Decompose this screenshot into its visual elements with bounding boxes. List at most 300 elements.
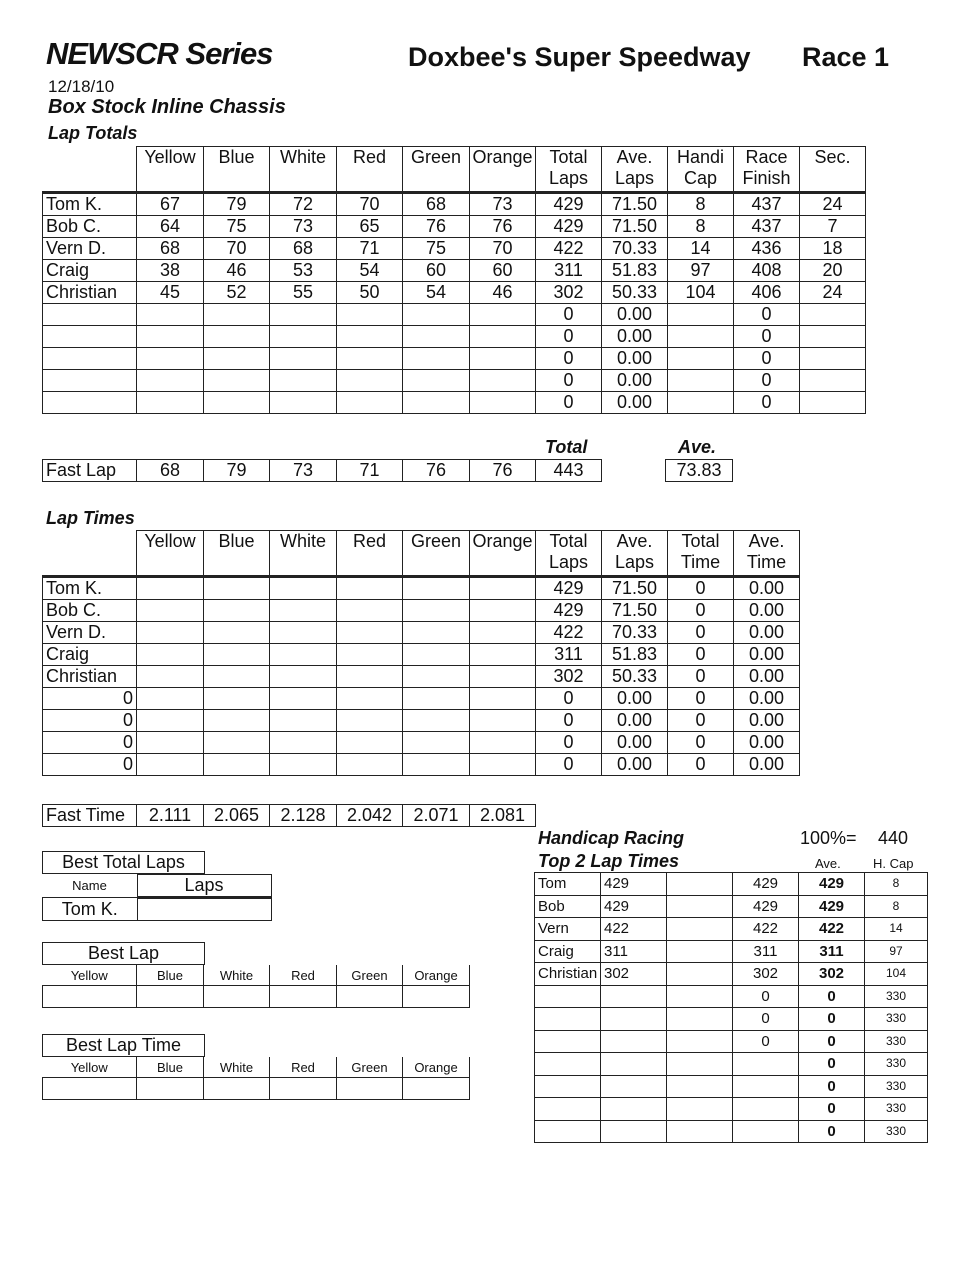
race-date: 12/18/10 <box>48 77 115 96</box>
lap-totals-cell <box>137 392 204 414</box>
handicap-hcap-cell: 104 <box>865 963 928 986</box>
lap-totals-table <box>42 146 866 414</box>
lap-times-cell: 0 <box>536 732 602 754</box>
lap-totals-cell <box>204 370 270 392</box>
lap-totals-cell: 54 <box>403 282 470 304</box>
lap-totals-cell: 68 <box>137 238 204 260</box>
lap-totals-cell: 429 <box>536 216 602 238</box>
handicap-lap2-cell <box>667 895 733 918</box>
track-name: Doxbee's Super Speedway <box>408 42 751 72</box>
lap-times-row <box>43 600 800 622</box>
lap-totals-cell <box>337 370 403 392</box>
best-lap-title: Best Lap <box>43 943 205 965</box>
lap-totals-header-cell: White <box>270 147 337 193</box>
lap-times-cell <box>470 622 536 644</box>
lap-totals-cell: 52 <box>204 282 270 304</box>
best-lap-time-value-cell <box>270 1078 337 1100</box>
lap-times-cell <box>270 754 337 776</box>
lap-totals-cell: 75 <box>204 216 270 238</box>
handicap-ave-cell: 0 <box>799 1098 865 1121</box>
handicap-ave-cell: 422 <box>799 918 865 941</box>
best-total-laps-title-box <box>42 851 205 874</box>
handicap-ave-cell: 302 <box>799 963 865 986</box>
handicap-lap1-cell <box>601 1030 667 1053</box>
handicap-hcap-label: H. Cap <box>873 856 914 871</box>
lap-times-row <box>43 710 800 732</box>
handicap-total-cell: 302 <box>733 963 799 986</box>
handicap-table <box>534 872 928 1143</box>
lap-times-cell: 0.00 <box>734 688 800 710</box>
lap-times-cell: 0 <box>668 754 734 776</box>
lap-times-cell: 0 <box>536 754 602 776</box>
lap-times-row <box>43 732 800 754</box>
fast-time-cell: 2.111 <box>137 805 204 827</box>
lap-totals-cell: 429 <box>536 193 602 216</box>
lap-times-name-cell: Christian <box>43 666 137 688</box>
lap-times-cell: 0 <box>668 688 734 710</box>
lap-times-cell <box>403 600 470 622</box>
lap-times-cell <box>337 754 403 776</box>
best-total-laps-name: Tom K. <box>43 898 138 921</box>
handicap-row <box>535 940 928 963</box>
lap-times-cell: 51.83 <box>602 644 668 666</box>
lap-totals-cell: 0 <box>536 370 602 392</box>
lap-totals-cell: 70.33 <box>602 238 668 260</box>
lap-totals-cell: 437 <box>734 216 800 238</box>
lap-times-row <box>43 577 800 600</box>
handicap-lap2-cell <box>667 918 733 941</box>
handicap-name-cell: Bob <box>535 895 601 918</box>
lap-times-cell <box>137 600 204 622</box>
lap-times-cell <box>137 754 204 776</box>
best-lap-table <box>42 965 470 1008</box>
handicap-ave-cell: 0 <box>799 985 865 1008</box>
lap-totals-cell: 406 <box>734 282 800 304</box>
lap-totals-header-cell: Total Laps <box>536 147 602 193</box>
lap-times-cell <box>137 622 204 644</box>
lap-totals-row <box>43 238 866 260</box>
lap-totals-row <box>43 304 866 326</box>
lap-totals-cell <box>800 348 866 370</box>
lap-totals-cell: 14 <box>668 238 734 260</box>
lap-totals-cell <box>668 370 734 392</box>
lap-totals-cell <box>470 304 536 326</box>
lap-totals-cell: 54 <box>337 260 403 282</box>
handicap-total-cell: 311 <box>733 940 799 963</box>
lap-times-row <box>43 622 800 644</box>
lap-times-cell: 0 <box>668 622 734 644</box>
handicap-total-cell: 429 <box>733 895 799 918</box>
handicap-subtitle: Top 2 Lap Times <box>538 851 680 871</box>
lap-totals-cell: 73 <box>270 216 337 238</box>
lap-totals-cell <box>204 304 270 326</box>
lap-totals-cell: 408 <box>734 260 800 282</box>
lap-totals-cell: 0 <box>536 304 602 326</box>
lap-totals-cell: 0 <box>536 392 602 414</box>
lap-times-cell <box>337 666 403 688</box>
handicap-total-cell: 0 <box>733 1008 799 1031</box>
lap-times-cell <box>470 666 536 688</box>
lap-totals-cell: 60 <box>403 260 470 282</box>
lap-times-cell <box>204 710 270 732</box>
handicap-ave-cell: 0 <box>799 1120 865 1143</box>
handicap-row <box>535 1008 928 1031</box>
best-lap-value-cell <box>204 986 270 1008</box>
fast-time-label: Fast Time <box>43 805 137 827</box>
lap-totals-cell: 64 <box>137 216 204 238</box>
handicap-name-cell <box>535 1098 601 1121</box>
handicap-name-cell: Vern <box>535 918 601 941</box>
handicap-lap2-cell <box>667 1030 733 1053</box>
best-lap-time-color-label: White <box>204 1057 270 1078</box>
best-lap-color-label: Green <box>337 965 403 986</box>
lap-times-cell <box>204 622 270 644</box>
best-lap-value-cell <box>337 986 403 1008</box>
handicap-lap1-cell <box>601 1053 667 1076</box>
lap-totals-row <box>43 370 866 392</box>
lap-times-cell: 0.00 <box>734 622 800 644</box>
lap-times-cell <box>204 666 270 688</box>
lap-times-cell <box>270 710 337 732</box>
lap-times-cell <box>470 732 536 754</box>
lap-totals-cell: 0 <box>734 304 800 326</box>
handicap-hcap-cell: 330 <box>865 1075 928 1098</box>
lap-times-header-cell: Ave. Laps <box>602 531 668 577</box>
lap-totals-cell: 71.50 <box>602 216 668 238</box>
best-total-laps-value <box>137 898 271 921</box>
fast-lap-total-label: Total <box>545 437 588 457</box>
handicap-ave-cell: 0 <box>799 1030 865 1053</box>
handicap-title: Handicap Racing <box>538 828 685 848</box>
lap-totals-cell: 46 <box>470 282 536 304</box>
lap-times-header-cell: Total Time <box>668 531 734 577</box>
lap-times-cell <box>470 754 536 776</box>
lap-totals-cell: 51.83 <box>602 260 668 282</box>
handicap-lap1-cell: 422 <box>601 918 667 941</box>
lap-totals-cell: 76 <box>470 216 536 238</box>
lap-totals-cell <box>668 304 734 326</box>
lap-totals-row <box>43 326 866 348</box>
best-lap-color-label: Yellow <box>43 965 137 986</box>
lap-totals-name-cell: Bob C. <box>43 216 137 238</box>
lap-times-cell <box>137 666 204 688</box>
fast-lap-cell: 79 <box>204 460 270 482</box>
lap-times-name-cell: 0 <box>43 732 137 754</box>
lap-totals-cell <box>337 304 403 326</box>
lap-times-row <box>43 666 800 688</box>
lap-totals-cell: 8 <box>668 216 734 238</box>
handicap-lap1-cell <box>601 1098 667 1121</box>
lap-totals-cell <box>470 326 536 348</box>
handicap-total-cell: 0 <box>733 985 799 1008</box>
best-lap-time-value-cell <box>403 1078 470 1100</box>
lap-times-name-cell: Bob C. <box>43 600 137 622</box>
lap-times-header-cell: White <box>270 531 337 577</box>
handicap-lap2-cell <box>667 1008 733 1031</box>
lap-times-cell: 0 <box>668 600 734 622</box>
best-lap-color-label: Orange <box>403 965 470 986</box>
lap-totals-cell: 437 <box>734 193 800 216</box>
best-lap-title-box <box>42 942 205 965</box>
lap-times-cell: 0.00 <box>602 732 668 754</box>
lap-times-header-cell: Orange <box>470 531 536 577</box>
handicap-lap1-cell: 429 <box>601 873 667 896</box>
lap-totals-cell <box>403 348 470 370</box>
handicap-total-cell <box>733 1120 799 1143</box>
lap-totals-name-cell <box>43 392 137 414</box>
best-lap-time-value-cell <box>337 1078 403 1100</box>
lap-totals-cell: 97 <box>668 260 734 282</box>
lap-times-cell: 0 <box>668 710 734 732</box>
fast-lap-total: 443 <box>536 460 602 482</box>
lap-totals-cell: 104 <box>668 282 734 304</box>
lap-totals-cell: 79 <box>204 193 270 216</box>
lap-totals-cell <box>270 392 337 414</box>
handicap-hcap-cell: 330 <box>865 985 928 1008</box>
handicap-hcap-cell: 330 <box>865 1030 928 1053</box>
lap-totals-cell: 0.00 <box>602 370 668 392</box>
handicap-lap1-cell: 302 <box>601 963 667 986</box>
lap-totals-cell <box>668 392 734 414</box>
handicap-hcap-cell: 330 <box>865 1098 928 1121</box>
lap-times-cell: 0.00 <box>734 600 800 622</box>
lap-times-header-cell: Ave. Time <box>734 531 800 577</box>
lap-times-cell <box>470 710 536 732</box>
fast-lap-cell: 73 <box>270 460 337 482</box>
lap-times-cell <box>403 622 470 644</box>
lap-totals-cell: 72 <box>270 193 337 216</box>
handicap-name-cell: Tom <box>535 873 601 896</box>
lap-times-cell: 0.00 <box>734 732 800 754</box>
lap-times-cell <box>270 622 337 644</box>
handicap-hcap-cell: 8 <box>865 873 928 896</box>
lap-times-cell: 0.00 <box>734 710 800 732</box>
lap-totals-cell <box>668 348 734 370</box>
lap-totals-cell: 53 <box>270 260 337 282</box>
lap-times-name-cell: 0 <box>43 754 137 776</box>
handicap-ave-cell: 311 <box>799 940 865 963</box>
handicap-ave-label: Ave. <box>815 856 841 871</box>
fast-lap-cell: 68 <box>137 460 204 482</box>
lap-totals-header-corner <box>43 147 137 193</box>
lap-totals-cell: 70 <box>204 238 270 260</box>
handicap-lap2-cell <box>667 940 733 963</box>
lap-times-cell <box>137 688 204 710</box>
lap-totals-cell <box>800 326 866 348</box>
handicap-row <box>535 1120 928 1143</box>
lap-totals-cell <box>403 370 470 392</box>
lap-totals-cell: 76 <box>403 216 470 238</box>
lap-times-row <box>43 644 800 666</box>
best-lap-time-value-cell <box>204 1078 270 1100</box>
handicap-hcap-cell: 14 <box>865 918 928 941</box>
handicap-ave-cell: 429 <box>799 873 865 896</box>
lap-times-cell: 0.00 <box>734 754 800 776</box>
handicap-hcap-cell: 330 <box>865 1053 928 1076</box>
lap-totals-name-cell: Tom K. <box>43 193 137 216</box>
best-lap-time-color-label: Blue <box>137 1057 204 1078</box>
handicap-lap1-cell <box>601 985 667 1008</box>
best-lap-time-color-label: Yellow <box>43 1057 137 1078</box>
lap-totals-cell <box>470 370 536 392</box>
lap-totals-cell <box>137 326 204 348</box>
handicap-lap2-cell <box>667 1120 733 1143</box>
race-number: Race 1 <box>802 42 890 72</box>
handicap-hcap-cell: 8 <box>865 895 928 918</box>
series-title: NEWSCR Series <box>46 36 273 71</box>
handicap-name-cell: Christian <box>535 963 601 986</box>
lap-times-cell: 0.00 <box>602 754 668 776</box>
lap-totals-row <box>43 260 866 282</box>
fast-time-table <box>42 804 536 827</box>
lap-totals-header-cell: Yellow <box>137 147 204 193</box>
fast-time-cell: 2.081 <box>470 805 536 827</box>
lap-totals-cell: 302 <box>536 282 602 304</box>
lap-times-cell <box>403 754 470 776</box>
handicap-ave-cell: 429 <box>799 895 865 918</box>
lap-times-cell <box>270 600 337 622</box>
handicap-name-cell <box>535 1008 601 1031</box>
handicap-hcap-cell: 97 <box>865 940 928 963</box>
lap-totals-name-cell <box>43 304 137 326</box>
fast-lap-table <box>42 459 602 482</box>
lap-totals-cell <box>403 304 470 326</box>
lap-totals-cell: 20 <box>800 260 866 282</box>
lap-times-cell: 0.00 <box>602 688 668 710</box>
lap-totals-cell: 0 <box>536 348 602 370</box>
lap-times-cell <box>270 732 337 754</box>
lap-times-cell <box>337 688 403 710</box>
lap-totals-cell: 60 <box>470 260 536 282</box>
lap-times-cell: 0 <box>536 710 602 732</box>
lap-totals-name-cell <box>43 326 137 348</box>
handicap-total-cell <box>733 1053 799 1076</box>
lap-totals-cell: 0.00 <box>602 304 668 326</box>
lap-totals-cell: 71.50 <box>602 193 668 216</box>
lap-times-header-cell: Green <box>403 531 470 577</box>
lap-totals-cell <box>403 326 470 348</box>
handicap-percent-value: 440 <box>878 828 909 848</box>
lap-totals-cell <box>270 370 337 392</box>
fast-lap-average-box <box>665 459 733 482</box>
handicap-lap1-cell <box>601 1075 667 1098</box>
lap-totals-cell <box>337 392 403 414</box>
lap-times-cell <box>204 600 270 622</box>
lap-totals-cell: 45 <box>137 282 204 304</box>
best-lap-value-cell <box>43 986 137 1008</box>
lap-totals-cell: 68 <box>270 238 337 260</box>
handicap-lap2-cell <box>667 1075 733 1098</box>
handicap-row <box>535 1098 928 1121</box>
lap-totals-cell: 0.00 <box>602 326 668 348</box>
lap-totals-cell: 70 <box>470 238 536 260</box>
handicap-row <box>535 918 928 941</box>
lap-times-cell: 0 <box>536 688 602 710</box>
best-total-laps-title: Best Total Laps <box>43 852 205 874</box>
lap-totals-cell <box>137 348 204 370</box>
lap-totals-cell <box>204 348 270 370</box>
handicap-row <box>535 1030 928 1053</box>
best-lap-value-cell <box>403 986 470 1008</box>
lap-totals-cell <box>668 326 734 348</box>
lap-totals-cell: 311 <box>536 260 602 282</box>
lap-times-cell <box>337 577 403 600</box>
lap-totals-cell: 0 <box>734 326 800 348</box>
lap-times-cell <box>403 732 470 754</box>
lap-totals-cell: 8 <box>668 193 734 216</box>
lap-times-cell <box>204 644 270 666</box>
lap-totals-cell: 0.00 <box>602 392 668 414</box>
best-lap-time-table <box>42 1057 470 1100</box>
handicap-lap1-cell: 429 <box>601 895 667 918</box>
handicap-name-cell <box>535 985 601 1008</box>
lap-times-cell: 0.00 <box>734 666 800 688</box>
best-lap-color-label: Blue <box>137 965 204 986</box>
best-lap-color-label: Red <box>270 965 337 986</box>
handicap-ave-cell: 0 <box>799 1053 865 1076</box>
lap-times-row <box>43 688 800 710</box>
lap-totals-cell: 24 <box>800 282 866 304</box>
lap-times-cell: 311 <box>536 644 602 666</box>
lap-times-cell <box>403 644 470 666</box>
best-lap-value-cell <box>270 986 337 1008</box>
lap-totals-cell: 422 <box>536 238 602 260</box>
handicap-ave-cell: 0 <box>799 1008 865 1031</box>
fast-time-cell: 2.065 <box>204 805 270 827</box>
lap-times-header-cell: Total Laps <box>536 531 602 577</box>
lap-times-cell: 0 <box>668 644 734 666</box>
lap-totals-row <box>43 193 866 216</box>
lap-totals-header-cell: Handi Cap <box>668 147 734 193</box>
handicap-lap1-cell <box>601 1008 667 1031</box>
lap-times-header-cell: Red <box>337 531 403 577</box>
handicap-total-cell <box>733 1075 799 1098</box>
handicap-name-cell: Craig <box>535 940 601 963</box>
lap-totals-cell: 24 <box>800 193 866 216</box>
lap-times-header-corner <box>43 531 137 577</box>
lap-totals-header-cell: Ave. Laps <box>602 147 668 193</box>
lap-times-cell: 302 <box>536 666 602 688</box>
fast-lap-cell: 76 <box>470 460 536 482</box>
lap-times-cell <box>470 600 536 622</box>
handicap-ave-cell: 0 <box>799 1075 865 1098</box>
lap-totals-title: Lap Totals <box>48 123 138 143</box>
lap-totals-header-cell: Orange <box>470 147 536 193</box>
best-lap-time-value-cell <box>137 1078 204 1100</box>
handicap-lap2-cell <box>667 985 733 1008</box>
lap-times-cell <box>270 644 337 666</box>
handicap-total-cell <box>733 1098 799 1121</box>
lap-times-name-cell: Vern D. <box>43 622 137 644</box>
lap-times-name-cell: Craig <box>43 644 137 666</box>
lap-times-cell <box>337 732 403 754</box>
lap-times-cell: 0.00 <box>734 577 800 600</box>
lap-totals-cell <box>337 326 403 348</box>
best-lap-time-color-label: Orange <box>403 1057 470 1078</box>
lap-times-row <box>43 754 800 776</box>
handicap-row <box>535 895 928 918</box>
handicap-name-cell <box>535 1053 601 1076</box>
lap-times-cell <box>270 577 337 600</box>
lap-times-cell: 429 <box>536 577 602 600</box>
lap-totals-cell: 70 <box>337 193 403 216</box>
best-total-laps-name-label: Name <box>43 875 138 898</box>
lap-totals-cell: 7 <box>800 216 866 238</box>
handicap-row <box>535 985 928 1008</box>
lap-totals-header-cell: Blue <box>204 147 270 193</box>
lap-totals-cell <box>800 370 866 392</box>
lap-times-cell: 0.00 <box>734 644 800 666</box>
